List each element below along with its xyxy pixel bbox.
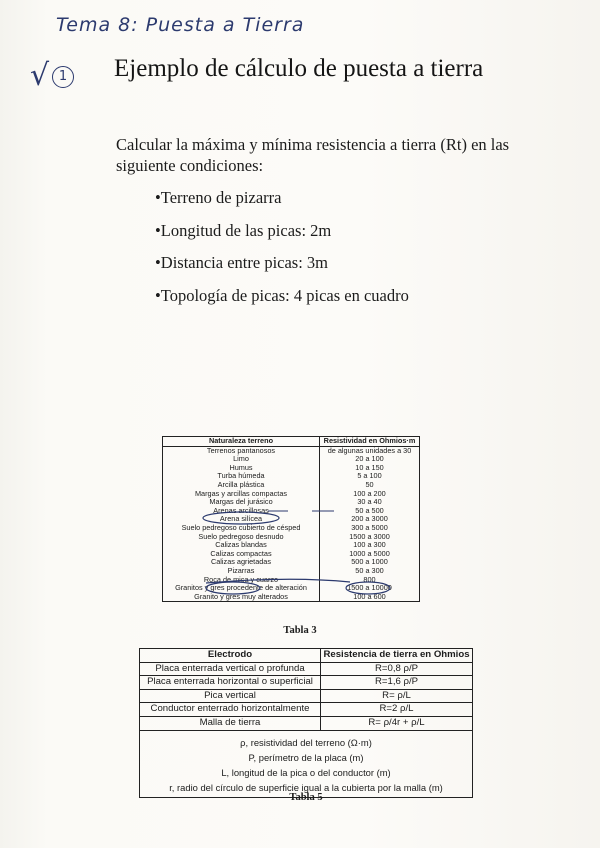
table-row [140, 703, 473, 717]
condition-item: • Longitud de las picas: 2m [155, 220, 409, 241]
terrain-cell: Limo [163, 455, 320, 464]
table-row [140, 676, 473, 690]
resistivity-cell: de algunas unidades a 30 [320, 446, 420, 455]
formula-cell: R= ρ/4r + ρ/L [321, 716, 473, 730]
handwritten-circled-number: 1 [52, 66, 74, 88]
resistivity-cell: 100 a 300 [320, 541, 420, 550]
terrain-cell: Arcilla plástica [163, 481, 320, 490]
handwritten-topic: Tema 8: Puesta a Tierra [56, 14, 305, 36]
electrode-cell: Malla de tierra [140, 716, 321, 730]
resistivity-cell: 20 a 100 [320, 455, 420, 464]
intro-paragraph: Calcular la máxima y mínima resistencia a tierra (Rt) en las siguiente condiciones: [116, 135, 510, 175]
conditions-list [155, 187, 409, 317]
note-line: P, perímetro de la placa (m) [248, 751, 364, 763]
terrain-cell: Arena silícea [163, 515, 320, 524]
terrain-cell: Margas del jurásico [163, 498, 320, 507]
formula-cell: R= ρ/L [321, 689, 473, 703]
header-terrain: Naturaleza terreno [163, 437, 320, 447]
resistivity-cell: 800 [320, 576, 420, 585]
resistivity-cell: 50 [320, 481, 420, 490]
table-row [163, 593, 420, 602]
terrain-cell: Pizarras [163, 567, 320, 576]
resistivity-cell: 50 a 300 [320, 567, 420, 576]
condition-item: • Terreno de pizarra [155, 187, 409, 208]
resistivity-cell: 100 a 200 [320, 490, 420, 499]
note-line: r, radio del círculo de superficie igual a la cubierta por la malla (m) [169, 781, 443, 793]
terrain-cell: Margas y arcillas compactas [163, 490, 320, 499]
resistivity-cell: 5 a 100 [320, 472, 420, 481]
resistivity-cell: 30 a 40 [320, 498, 420, 507]
terrain-cell: Roca de mica y cuarzo [163, 576, 320, 585]
electrode-resistance-table [139, 648, 473, 798]
terrain-cell: Granitos y gres procedente de alteración [163, 584, 320, 593]
notes-cell [140, 730, 473, 797]
table-header-row [163, 437, 420, 447]
resistivity-cell: 1500 a 10000 [320, 584, 420, 593]
formula-cell: R=0,8 ρ/P [321, 662, 473, 676]
terrain-cell: Turba húmeda [163, 472, 320, 481]
terrain-cell: Terrenos pantanosos [163, 446, 320, 455]
resistivity-table [162, 436, 420, 602]
table-row [163, 472, 420, 481]
terrain-cell: Calizas agrietadas [163, 558, 320, 567]
electrode-cell: Placa enterrada vertical o profunda [140, 662, 321, 676]
table3-caption: Tabla 3 [283, 625, 317, 636]
resistivity-cell: 200 a 3000 [320, 515, 420, 524]
table-row [140, 689, 473, 703]
header-ground-resistance: Resistencia de tierra en Ohmios [321, 649, 473, 663]
terrain-cell: Suelo pedregoso cubierto de césped [163, 524, 320, 533]
header-resistivity: Resistividad en Ohmios·m [320, 437, 420, 447]
resistivity-cell: 100 a 600 [320, 593, 420, 602]
condition-item: • Topología de picas: 4 picas en cuadro [155, 285, 409, 306]
terrain-cell: Humus [163, 464, 320, 473]
table-header-row [140, 649, 473, 663]
page-title: Ejemplo de cálculo de puesta a tierra [114, 55, 484, 82]
note-line: ρ, resistividad del terreno (Ω·m) [240, 736, 372, 748]
electrode-cell: Pica vertical [140, 689, 321, 703]
table-row [140, 662, 473, 676]
resistivity-cell: 1000 a 5000 [320, 550, 420, 559]
terrain-cell: Arenas arcillosas [163, 507, 320, 516]
terrain-cell: Calizas compactas [163, 550, 320, 559]
electrode-cell: Placa enterrada horizontal o superficial [140, 676, 321, 690]
table5-caption: Tabla 5 [289, 792, 323, 803]
electrode-cell: Conductor enterrado horizontalmente [140, 703, 321, 717]
table-row [140, 716, 473, 730]
terrain-cell: Calizas blandas [163, 541, 320, 550]
resistivity-cell: 50 a 500 [320, 507, 420, 516]
resistivity-cell: 500 a 1000 [320, 558, 420, 567]
note-line: L, longitud de la pica o del conductor (m) [221, 766, 391, 778]
formula-cell: R=2 ρ/L [321, 703, 473, 717]
condition-item: • Distancia entre picas: 3m [155, 252, 409, 273]
terrain-cell: Granito y gres muy alterados [163, 593, 320, 602]
table-row [163, 567, 420, 576]
table-notes-row [140, 730, 473, 797]
handwritten-check-mark: √ [30, 58, 50, 93]
resistivity-cell: 1500 a 3000 [320, 533, 420, 542]
resistivity-cell: 10 a 150 [320, 464, 420, 473]
formula-cell: R=1,6 ρ/P [321, 676, 473, 690]
header-electrode: Electrodo [140, 649, 321, 663]
terrain-cell: Suelo pedregoso desnudo [163, 533, 320, 542]
resistivity-cell: 300 a 5000 [320, 524, 420, 533]
